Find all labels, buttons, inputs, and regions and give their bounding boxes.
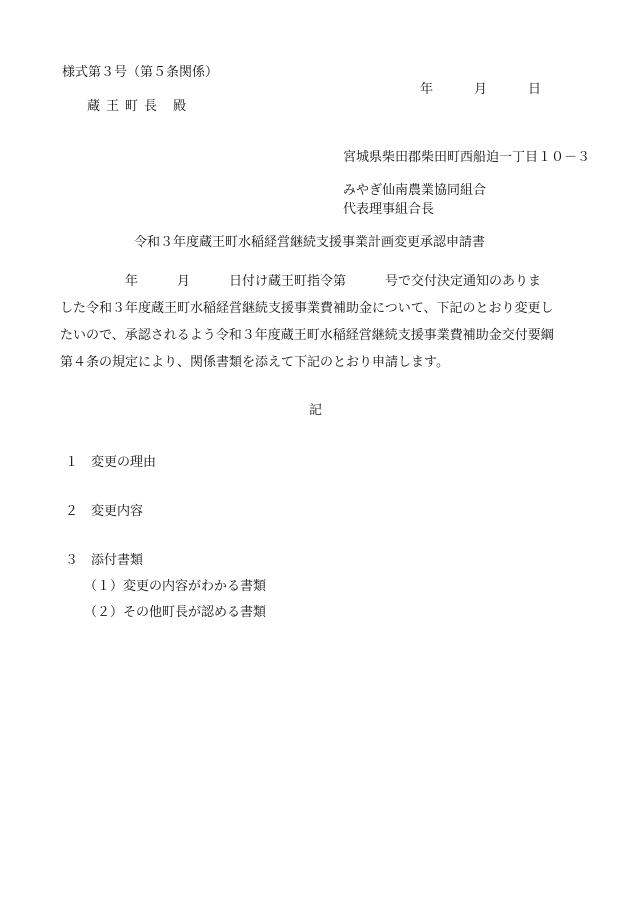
applicant-representative: 代表理事組合長	[343, 202, 435, 217]
form-number-label: 様式第３号（第５条関係）	[62, 65, 219, 80]
notes-heading: 記	[309, 403, 323, 418]
attachment-item: （１）変更の内容がわかる書類	[84, 579, 267, 594]
applicant-organization: みやぎ仙南農業協同組合	[343, 183, 487, 198]
body-paragraph	[60, 275, 580, 383]
date-line	[420, 83, 541, 96]
item-attachments: ３ 添付書類	[65, 553, 144, 568]
body-line: 年 月 日付け蔵王町指令第 号で交付決定通知のありま	[60, 274, 542, 289]
date-year-label: 年	[420, 82, 434, 97]
body-line: たいので、承認されるよう令和３年度蔵王町水稲経営継続支援事業費補助金交付要綱	[60, 328, 554, 343]
document-title: 令和３年度蔵王町水稲経営継続支援事業計画変更承認申請書	[134, 235, 486, 250]
attachment-item: （２）その他町長が認める書類	[84, 605, 267, 620]
body-line: した令和３年度蔵王町水稲経営継続支援事業費補助金について、下記のとおり変更し	[60, 301, 554, 316]
addressee: 蔵王町長 殿	[87, 99, 193, 114]
applicant-address: 宮城県柴田郡柴田町西船迫一丁目１０－３	[343, 150, 591, 165]
body-line: 第４条の規定により、関係書類を添えて下記のとおり申請します。	[60, 355, 449, 370]
date-day-label: 日	[528, 82, 542, 97]
date-month-label: 月	[474, 82, 488, 97]
item-change-reason: １ 変更の理由	[65, 455, 157, 470]
item-change-content: ２ 変更内容	[65, 504, 144, 519]
